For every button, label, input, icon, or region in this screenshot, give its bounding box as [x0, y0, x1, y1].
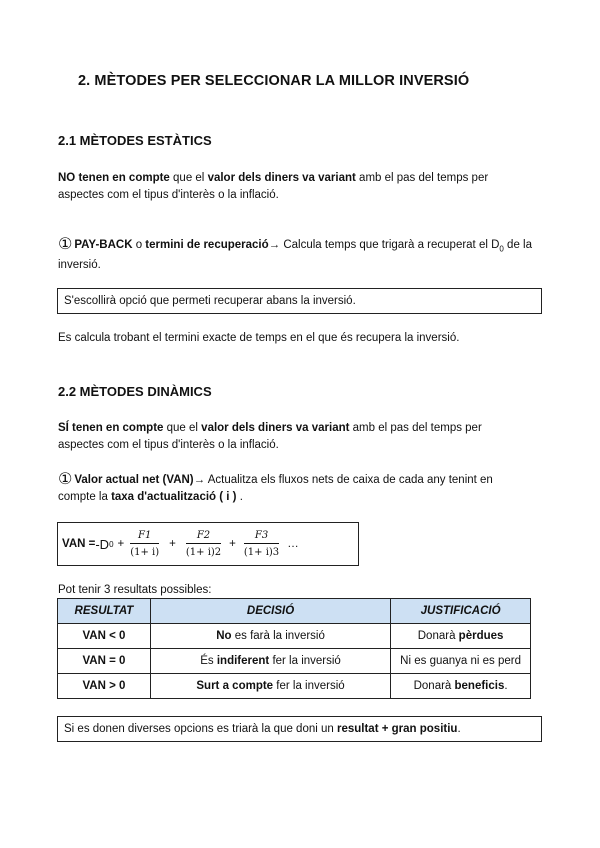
section-heading-dynamic: 2.2 MÈTODES DINÀMICS	[58, 384, 212, 399]
dynamic-intro	[58, 420, 518, 454]
static-intro-bold1: NO tenen en compte	[58, 172, 170, 184]
formula-plus: +	[169, 538, 176, 550]
decision-cell	[150, 674, 390, 699]
f2-numerator: F2	[186, 530, 221, 544]
header-justification: JUSTIFICACIÓ	[391, 599, 531, 624]
final-box-text: Si es donen diverses opcions es triarà la que doni un	[64, 723, 337, 735]
decision-text: fer la inversió	[273, 680, 345, 692]
fraction-f1	[130, 530, 159, 558]
van-item	[58, 471, 528, 506]
justification-cell	[391, 624, 531, 649]
justification-cell: Ni es guanya ni es perd	[391, 649, 531, 674]
f1-denominator: (1+ i)	[130, 547, 160, 558]
fraction-f2	[186, 530, 221, 558]
static-intro-text2: amb el pas del temps per aspectes com el tipus d'interès o la inflació.	[58, 172, 489, 201]
table-row	[58, 674, 531, 699]
decision-bold: Surt a compte	[196, 680, 274, 692]
justification-bold: pèrdues	[458, 630, 504, 642]
table-row	[58, 649, 531, 674]
header-decision: DECISIÓ	[150, 599, 390, 624]
van-rate: taxa d'actualització ( i )	[111, 491, 237, 503]
page-title: 2. MÈTODES PER SELECCIONAR LA MILLOR INVERSIÓ	[78, 73, 470, 89]
van-desc: Actualitza els fluxos nets de caixa de cada any tenint en compte la	[58, 474, 493, 503]
formula-lhs: VAN =	[62, 538, 96, 550]
formula-d0: -D	[95, 536, 110, 552]
final-box	[57, 716, 542, 742]
static-intro-text1: que el	[169, 172, 208, 184]
result-cell: VAN < 0	[58, 624, 151, 649]
static-intro-bold2: valor dels diners va variant	[207, 172, 356, 184]
decision-bold: No	[216, 630, 232, 642]
payback-alt: termini de recuperació	[145, 239, 269, 251]
header-result: RESULTAT	[58, 599, 151, 624]
decision-bold: indiferent	[216, 655, 270, 667]
number-marker: ①	[58, 471, 73, 488]
justification-text: Donarà	[417, 630, 459, 642]
payback-tail: de la inversió.	[58, 239, 532, 272]
justification-bold: beneficis	[454, 680, 505, 692]
table-header-row	[58, 599, 531, 624]
table-row	[58, 624, 531, 649]
dynamic-intro-bold1: SÍ tenen en compte	[58, 422, 164, 434]
decision-pre: És	[200, 655, 217, 667]
van-name: Valor actual net (VAN)	[74, 474, 194, 486]
static-note: Es calcula trobant el termini exacte de temps en el que és recupera la inversió.	[58, 332, 460, 344]
formula-plus: +	[229, 538, 236, 550]
decision-cell	[150, 624, 390, 649]
payback-sub: 0	[499, 244, 504, 254]
van-tail: .	[236, 491, 243, 503]
f2-denominator: (1+ i)2	[185, 547, 222, 558]
decision-text: es farà la inversió	[231, 630, 325, 642]
results-table	[57, 598, 531, 699]
number-marker: ①	[58, 236, 73, 253]
final-box-bold: resultat + gran positiu	[336, 723, 458, 735]
fraction-f3	[244, 530, 279, 558]
payback-box-text: S'escollirà opció que permeti recuperar abans la inversió.	[64, 295, 356, 307]
result-cell: VAN = 0	[58, 649, 151, 674]
payback-item	[58, 236, 543, 274]
dynamic-intro-bold2: valor dels diners va variant	[201, 422, 350, 434]
results-label: Pot tenir 3 resultats possibles:	[58, 584, 212, 596]
van-formula-box	[57, 522, 359, 566]
arrow-icon: →	[268, 239, 281, 251]
f3-numerator: F3	[244, 530, 279, 544]
static-intro	[58, 170, 518, 204]
f1-numerator: F1	[130, 530, 159, 544]
section-heading-static: 2.1 MÈTODES ESTÀTICS	[58, 133, 212, 148]
justification-tail: .	[504, 680, 508, 692]
justification-cell	[391, 674, 531, 699]
dynamic-intro-text1: que el	[163, 422, 202, 434]
payback-name: PAY-BACK	[74, 239, 133, 251]
decision-text: fer la inversió	[269, 655, 341, 667]
justification-text: Donarà	[413, 680, 455, 692]
formula-d0-sub: 0	[109, 539, 114, 549]
arrow-icon: →	[193, 474, 206, 486]
final-box-tail: .	[457, 723, 461, 735]
result-cell: VAN > 0	[58, 674, 151, 699]
payback-conn: o	[132, 239, 146, 251]
payback-box	[57, 288, 542, 314]
formula-plus: +	[117, 538, 125, 550]
f3-denominator: (1+ i)3	[243, 547, 280, 558]
formula-ellipsis: …	[287, 538, 299, 550]
payback-desc: Calcula temps que trigarà a recuperat el D	[280, 239, 500, 251]
dynamic-intro-text2: amb el pas del temps per aspectes com el tipus d'interès o la inflació.	[58, 422, 482, 451]
decision-cell	[150, 649, 390, 674]
